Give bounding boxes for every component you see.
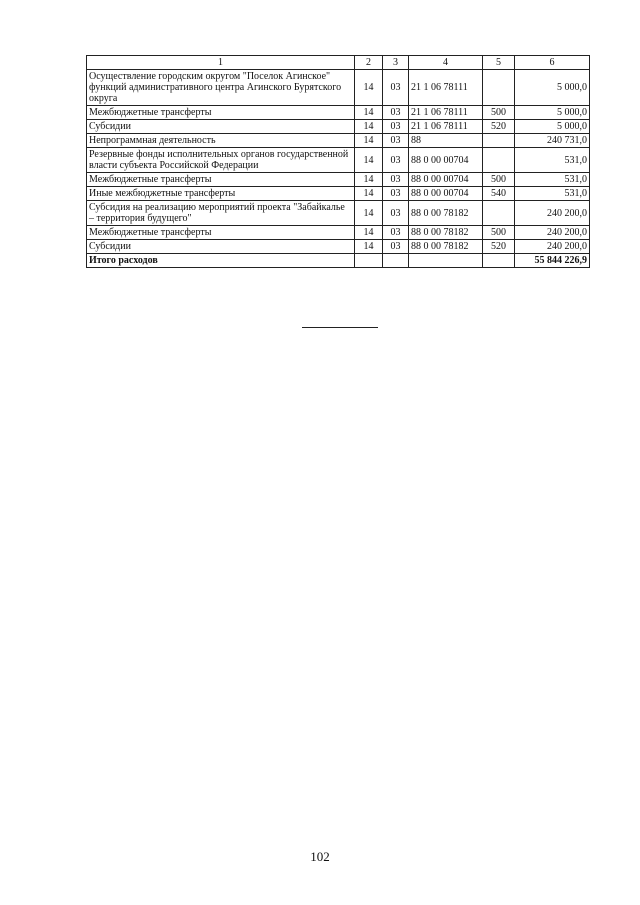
row-amount: 5 000,0 xyxy=(515,106,590,120)
row-amount: 240 200,0 xyxy=(515,240,590,254)
table-row xyxy=(87,240,590,254)
header-col-3: 3 xyxy=(383,56,409,70)
row-amount: 531,0 xyxy=(515,173,590,187)
row-section: 14 xyxy=(355,240,383,254)
row-target-code: 21 1 06 78111 xyxy=(409,70,483,106)
row-name: Межбюджетные трансферты xyxy=(87,106,355,120)
row-section: 14 xyxy=(355,70,383,106)
row-name: Субсидии xyxy=(87,240,355,254)
row-name: Субсидии xyxy=(87,120,355,134)
total-row xyxy=(87,254,590,268)
row-amount: 5 000,0 xyxy=(515,120,590,134)
row-expense-type: 540 xyxy=(483,187,515,201)
header-col-2: 2 xyxy=(355,56,383,70)
row-expense-type xyxy=(483,70,515,106)
header-col-4: 4 xyxy=(409,56,483,70)
row-expense-type: 520 xyxy=(483,240,515,254)
table-row xyxy=(87,201,590,226)
row-amount: 240 731,0 xyxy=(515,134,590,148)
table-row xyxy=(87,148,590,173)
total-empty-cell xyxy=(483,254,515,268)
row-expense-type xyxy=(483,134,515,148)
table-row xyxy=(87,134,590,148)
row-target-code: 88 0 00 00704 xyxy=(409,148,483,173)
row-subsection: 03 xyxy=(383,173,409,187)
row-section: 14 xyxy=(355,226,383,240)
table-row xyxy=(87,120,590,134)
budget-table xyxy=(86,55,590,268)
row-amount: 531,0 xyxy=(515,187,590,201)
row-subsection: 03 xyxy=(383,226,409,240)
row-target-code: 88 0 00 78182 xyxy=(409,240,483,254)
table-row xyxy=(87,226,590,240)
header-col-6: 6 xyxy=(515,56,590,70)
row-target-code: 88 0 00 00704 xyxy=(409,173,483,187)
row-expense-type: 500 xyxy=(483,226,515,240)
row-expense-type xyxy=(483,148,515,173)
table-row xyxy=(87,173,590,187)
row-name: Иные межбюджетные трансферты xyxy=(87,187,355,201)
row-subsection: 03 xyxy=(383,148,409,173)
row-expense-type xyxy=(483,201,515,226)
row-section: 14 xyxy=(355,187,383,201)
table-row xyxy=(87,187,590,201)
row-name: Непрограммная деятельность xyxy=(87,134,355,148)
header-col-1: 1 xyxy=(87,56,355,70)
row-subsection: 03 xyxy=(383,70,409,106)
row-target-code: 88 0 00 78182 xyxy=(409,226,483,240)
total-empty-cell xyxy=(355,254,383,268)
header-col-5: 5 xyxy=(483,56,515,70)
row-subsection: 03 xyxy=(383,106,409,120)
row-section: 14 xyxy=(355,201,383,226)
row-expense-type: 500 xyxy=(483,173,515,187)
row-amount: 531,0 xyxy=(515,148,590,173)
row-subsection: 03 xyxy=(383,187,409,201)
table-row xyxy=(87,106,590,120)
table-header-row xyxy=(87,56,590,70)
end-rule-divider xyxy=(302,327,378,328)
row-section: 14 xyxy=(355,120,383,134)
row-section: 14 xyxy=(355,148,383,173)
table-row xyxy=(87,70,590,106)
row-target-code: 88 xyxy=(409,134,483,148)
row-name: Резервные фонды исполнительных органов государственной власти субъекта Российской Федерации xyxy=(87,148,355,173)
row-section: 14 xyxy=(355,106,383,120)
row-target-code: 21 1 06 78111 xyxy=(409,120,483,134)
row-expense-type: 520 xyxy=(483,120,515,134)
row-name: Межбюджетные трансферты xyxy=(87,173,355,187)
total-label: Итого расходов xyxy=(87,254,355,268)
total-amount: 55 844 226,9 xyxy=(515,254,590,268)
row-subsection: 03 xyxy=(383,134,409,148)
row-subsection: 03 xyxy=(383,201,409,226)
row-section: 14 xyxy=(355,134,383,148)
row-name: Межбюджетные трансферты xyxy=(87,226,355,240)
row-name: Осуществление городским округом "Поселок Агинское" функций административного центра Агинского Бурятского округа xyxy=(87,70,355,106)
row-amount: 240 200,0 xyxy=(515,201,590,226)
row-section: 14 xyxy=(355,173,383,187)
row-subsection: 03 xyxy=(383,240,409,254)
row-name: Субсидия на реализацию мероприятий проекта "Забайкалье – территория будущего" xyxy=(87,201,355,226)
row-target-code: 88 0 00 00704 xyxy=(409,187,483,201)
row-subsection: 03 xyxy=(383,120,409,134)
page-number: 102 xyxy=(310,849,330,864)
total-empty-cell xyxy=(383,254,409,268)
row-expense-type: 500 xyxy=(483,106,515,120)
row-amount: 5 000,0 xyxy=(515,70,590,106)
total-empty-cell xyxy=(409,254,483,268)
row-target-code: 88 0 00 78182 xyxy=(409,201,483,226)
row-target-code: 21 1 06 78111 xyxy=(409,106,483,120)
row-amount: 240 200,0 xyxy=(515,226,590,240)
